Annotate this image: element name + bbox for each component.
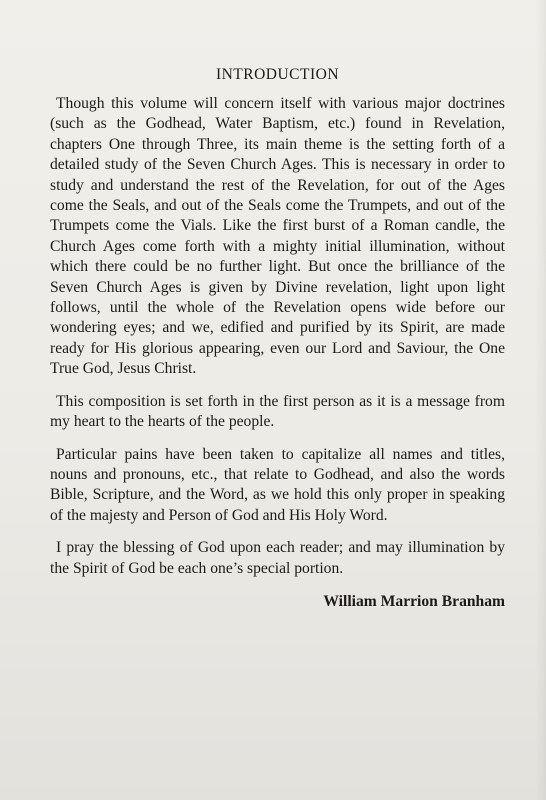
- paragraph-3: Particular pains have been taken to capitalize all names and titles, nouns and pronouns, etc., that relate to Godhead, and also the words Bible, Scripture, and the Word, as we hold this only proper in speaking of the majesty and Person of God and His Holy Word.: [50, 445, 505, 524]
- paragraph-2: This composition is set forth in the first person as it is a message from my heart to the hearts of the people.: [50, 392, 505, 431]
- paragraph-4: I pray the blessing of God upon each reader; and may illumination by the Spirit of God be each one’s special portion.: [50, 539, 505, 577]
- paragraph-1: Though this volume will concern itself with various major doctrines (such as the Godhead, Water Baptism, etc.) found in Revelation, chapters One through Three, its main theme is the setting forth of a detailed study of the Seven Church Ages. This is necessary in order to study and understand the rest of the Revelation, for out of the Ages come the Seals, and out of the Seals come the Trumpets, and out of the Trumpets come the Vials. Like the first burst of a Roman candle, the Church Ages come forth with a mighty initial illumination, without which there could be no further light. But once the brilliance of the Seven Church Ages is given by Divine revelation, light upon light follows, until the whole of the Revelation opens wide before our wondering eyes; and we, edified and purified by its Spirit, are made ready for His glorious appearing, even our Lord and Saviour, the One True God, Jesus Christ.: [50, 95, 505, 378]
- page-heading: INTRODUCTION: [215, 66, 340, 83]
- page-content: [50, 66, 505, 611]
- page-edge-shadow: [536, 0, 546, 800]
- author-signature: William Marrion Branham: [323, 592, 505, 610]
